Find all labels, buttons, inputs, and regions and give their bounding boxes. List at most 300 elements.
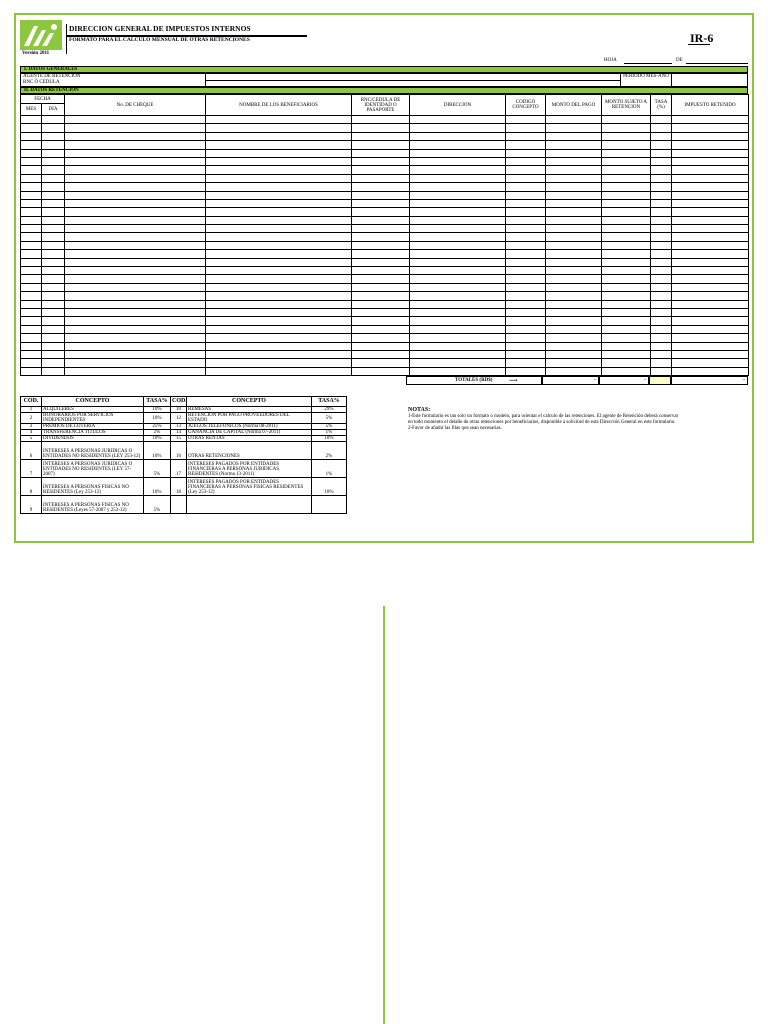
table-cell[interactable] [506,124,546,132]
table-cell[interactable] [672,267,749,275]
table-cell[interactable] [206,116,352,124]
table-cell[interactable] [602,367,651,375]
table-cell[interactable] [65,208,206,216]
table-cell[interactable] [672,149,749,157]
table-cell[interactable] [352,325,410,333]
table-cell[interactable] [602,308,651,316]
table-cell[interactable] [21,216,42,224]
table-cell[interactable] [206,124,352,132]
table-cell[interactable] [506,367,546,375]
table-cell[interactable] [42,149,65,157]
table-cell[interactable] [42,216,65,224]
table-cell[interactable] [42,132,65,140]
table-cell[interactable] [352,359,410,367]
table-cell[interactable] [651,359,672,367]
table-cell[interactable] [410,258,506,266]
table-cell[interactable] [42,258,65,266]
table-cell[interactable] [65,132,206,140]
table-cell[interactable] [206,292,352,300]
table-cell[interactable] [42,300,65,308]
table-cell[interactable] [65,275,206,283]
table-cell[interactable] [672,359,749,367]
table-cell[interactable] [546,208,602,216]
table-cell[interactable] [42,267,65,275]
table-cell[interactable] [651,250,672,258]
table-cell[interactable] [65,149,206,157]
de-input[interactable] [686,63,748,64]
table-cell[interactable] [410,359,506,367]
table-cell[interactable] [206,367,352,375]
table-cell[interactable] [651,367,672,375]
table-cell[interactable] [672,116,749,124]
table-cell[interactable] [506,141,546,149]
table-cell[interactable] [672,216,749,224]
table-cell[interactable] [546,174,602,182]
table-cell[interactable] [42,183,65,191]
table-cell[interactable] [65,334,206,342]
table-cell[interactable] [65,267,206,275]
table-cell[interactable] [651,174,672,182]
table-cell[interactable] [352,157,410,165]
table-cell[interactable] [206,317,352,325]
table-cell[interactable] [410,250,506,258]
table-cell[interactable] [651,241,672,249]
table-cell[interactable] [651,141,672,149]
table-cell[interactable] [21,275,42,283]
table-cell[interactable] [21,225,42,233]
table-cell[interactable] [42,308,65,316]
table-cell[interactable] [602,166,651,174]
table-cell[interactable] [410,300,506,308]
table-cell[interactable] [206,342,352,350]
table-cell[interactable] [352,233,410,241]
table-cell[interactable] [21,166,42,174]
table-cell[interactable] [651,208,672,216]
table-cell[interactable] [506,275,546,283]
table-cell[interactable] [506,283,546,291]
table-cell[interactable] [651,308,672,316]
table-cell[interactable] [672,225,749,233]
table-cell[interactable] [410,325,506,333]
table-cell[interactable] [65,359,206,367]
table-cell[interactable] [65,325,206,333]
table-cell[interactable] [651,317,672,325]
table-cell[interactable] [506,166,546,174]
table-cell[interactable] [506,233,546,241]
table-cell[interactable] [506,174,546,182]
table-cell[interactable] [672,300,749,308]
table-cell[interactable] [546,275,602,283]
table-cell[interactable] [42,317,65,325]
table-cell[interactable] [546,225,602,233]
table-cell[interactable] [602,250,651,258]
table-cell[interactable] [21,141,42,149]
table-cell[interactable] [42,208,65,216]
table-cell[interactable] [410,267,506,275]
table-cell[interactable] [506,300,546,308]
table-cell[interactable] [410,317,506,325]
table-cell[interactable] [546,132,602,140]
table-cell[interactable] [352,308,410,316]
table-cell[interactable] [352,342,410,350]
table-cell[interactable] [206,267,352,275]
table-cell[interactable] [352,292,410,300]
table-cell[interactable] [546,191,602,199]
table-cell[interactable] [21,342,42,350]
table-cell[interactable] [602,275,651,283]
table-cell[interactable] [546,250,602,258]
table-cell[interactable] [672,233,749,241]
table-cell[interactable] [546,241,602,249]
table-cell[interactable] [602,157,651,165]
table-cell[interactable] [602,191,651,199]
table-cell[interactable] [42,116,65,124]
table-cell[interactable] [65,124,206,132]
table-cell[interactable] [206,166,352,174]
table-cell[interactable] [602,149,651,157]
table-cell[interactable] [651,283,672,291]
table-cell[interactable] [42,199,65,207]
table-cell[interactable] [21,149,42,157]
table-cell[interactable] [42,166,65,174]
table-cell[interactable] [42,334,65,342]
table-cell[interactable] [602,342,651,350]
table-cell[interactable] [546,216,602,224]
table-cell[interactable] [21,116,42,124]
table-cell[interactable] [672,367,749,375]
table-cell[interactable] [672,334,749,342]
table-cell[interactable] [546,350,602,358]
table-cell[interactable] [546,149,602,157]
table-cell[interactable] [352,250,410,258]
table-cell[interactable] [65,174,206,182]
table-cell[interactable] [352,183,410,191]
table-cell[interactable] [21,157,42,165]
table-cell[interactable] [65,283,206,291]
table-cell[interactable] [21,334,42,342]
table-cell[interactable] [352,267,410,275]
table-cell[interactable] [651,325,672,333]
table-cell[interactable] [602,300,651,308]
table-cell[interactable] [65,116,206,124]
table-cell[interactable] [546,300,602,308]
table-cell[interactable] [672,191,749,199]
table-cell[interactable] [352,116,410,124]
table-cell[interactable] [506,308,546,316]
table-cell[interactable] [672,183,749,191]
table-cell[interactable] [21,183,42,191]
table-cell[interactable] [206,258,352,266]
table-cell[interactable] [602,183,651,191]
table-cell[interactable] [602,283,651,291]
table-cell[interactable] [206,216,352,224]
table-cell[interactable] [206,359,352,367]
table-cell[interactable] [506,342,546,350]
table-cell[interactable] [352,141,410,149]
table-cell[interactable] [65,292,206,300]
table-cell[interactable] [42,174,65,182]
table-cell[interactable] [206,208,352,216]
table-cell[interactable] [65,166,206,174]
table-cell[interactable] [352,317,410,325]
table-cell[interactable] [42,233,65,241]
table-cell[interactable] [602,174,651,182]
table-cell[interactable] [42,157,65,165]
table-cell[interactable] [21,174,42,182]
table-cell[interactable] [651,183,672,191]
table-cell[interactable] [506,359,546,367]
table-cell[interactable] [65,317,206,325]
table-cell[interactable] [651,191,672,199]
table-cell[interactable] [410,183,506,191]
table-cell[interactable] [651,334,672,342]
table-cell[interactable] [546,183,602,191]
table-cell[interactable] [65,367,206,375]
table-cell[interactable] [206,183,352,191]
table-cell[interactable] [506,208,546,216]
table-cell[interactable] [410,124,506,132]
table-cell[interactable] [672,317,749,325]
table-cell[interactable] [602,225,651,233]
table-cell[interactable] [672,132,749,140]
table-cell[interactable] [546,325,602,333]
table-cell[interactable] [352,199,410,207]
table-cell[interactable] [21,191,42,199]
periodo-input[interactable] [671,74,748,86]
table-cell[interactable] [506,325,546,333]
table-cell[interactable] [206,141,352,149]
table-cell[interactable] [65,199,206,207]
table-cell[interactable] [65,216,206,224]
table-cell[interactable] [206,174,352,182]
table-cell[interactable] [672,292,749,300]
table-cell[interactable] [506,225,546,233]
table-cell[interactable] [410,241,506,249]
table-cell[interactable] [21,350,42,358]
table-cell[interactable] [65,191,206,199]
table-cell[interactable] [506,241,546,249]
table-cell[interactable] [546,233,602,241]
table-cell[interactable] [602,359,651,367]
table-cell[interactable] [410,334,506,342]
table-cell[interactable] [651,166,672,174]
table-cell[interactable] [206,157,352,165]
table-cell[interactable] [21,367,42,375]
table-cell[interactable] [410,216,506,224]
table-cell[interactable] [651,116,672,124]
table-cell[interactable] [506,149,546,157]
table-cell[interactable] [206,308,352,316]
table-cell[interactable] [546,141,602,149]
table-cell[interactable] [672,124,749,132]
table-cell[interactable] [65,241,206,249]
table-cell[interactable] [65,157,206,165]
table-cell[interactable] [506,157,546,165]
table-cell[interactable] [206,191,352,199]
table-cell[interactable] [410,191,506,199]
table-cell[interactable] [352,174,410,182]
table-cell[interactable] [21,308,42,316]
table-cell[interactable] [352,132,410,140]
table-cell[interactable] [546,157,602,165]
table-cell[interactable] [602,233,651,241]
table-cell[interactable] [42,191,65,199]
table-cell[interactable] [410,166,506,174]
table-cell[interactable] [672,350,749,358]
table-cell[interactable] [672,250,749,258]
table-cell[interactable] [602,241,651,249]
table-cell[interactable] [21,233,42,241]
table-cell[interactable] [206,334,352,342]
table-cell[interactable] [352,166,410,174]
table-cell[interactable] [672,157,749,165]
table-cell[interactable] [672,166,749,174]
table-cell[interactable] [352,208,410,216]
table-cell[interactable] [651,292,672,300]
table-cell[interactable] [672,283,749,291]
table-cell[interactable] [672,308,749,316]
table-cell[interactable] [352,300,410,308]
table-cell[interactable] [506,334,546,342]
table-cell[interactable] [42,367,65,375]
table-cell[interactable] [651,124,672,132]
table-cell[interactable] [506,267,546,275]
table-cell[interactable] [42,225,65,233]
table-cell[interactable] [602,141,651,149]
table-cell[interactable] [651,216,672,224]
table-cell[interactable] [602,267,651,275]
table-cell[interactable] [672,342,749,350]
table-cell[interactable] [206,283,352,291]
table-cell[interactable] [42,250,65,258]
table-cell[interactable] [65,342,206,350]
table-cell[interactable] [672,208,749,216]
table-cell[interactable] [651,157,672,165]
table-cell[interactable] [21,132,42,140]
table-cell[interactable] [651,233,672,241]
table-cell[interactable] [602,258,651,266]
table-cell[interactable] [352,334,410,342]
table-cell[interactable] [546,267,602,275]
table-cell[interactable] [206,199,352,207]
table-cell[interactable] [546,317,602,325]
table-cell[interactable] [410,199,506,207]
table-cell[interactable] [65,300,206,308]
table-cell[interactable] [206,241,352,249]
table-cell[interactable] [506,350,546,358]
table-cell[interactable] [672,174,749,182]
table-cell[interactable] [352,124,410,132]
table-cell[interactable] [21,283,42,291]
table-cell[interactable] [672,258,749,266]
table-cell[interactable] [352,275,410,283]
table-cell[interactable] [546,292,602,300]
table-cell[interactable] [21,325,42,333]
table-cell[interactable] [352,225,410,233]
table-cell[interactable] [546,116,602,124]
table-cell[interactable] [42,359,65,367]
table-cell[interactable] [65,233,206,241]
table-cell[interactable] [65,183,206,191]
table-cell[interactable] [602,317,651,325]
table-cell[interactable] [42,342,65,350]
table-cell[interactable] [21,241,42,249]
table-cell[interactable] [206,225,352,233]
table-cell[interactable] [206,149,352,157]
table-cell[interactable] [410,292,506,300]
table-cell[interactable] [410,225,506,233]
table-cell[interactable] [65,225,206,233]
table-cell[interactable] [602,334,651,342]
table-cell[interactable] [506,317,546,325]
table-cell[interactable] [21,267,42,275]
table-cell[interactable] [651,225,672,233]
table-cell[interactable] [206,132,352,140]
table-cell[interactable] [410,149,506,157]
table-cell[interactable] [410,308,506,316]
table-cell[interactable] [352,283,410,291]
table-cell[interactable] [602,199,651,207]
table-cell[interactable] [651,132,672,140]
table-cell[interactable] [410,141,506,149]
table-cell[interactable] [672,325,749,333]
table-cell[interactable] [206,300,352,308]
table-cell[interactable] [352,216,410,224]
table-cell[interactable] [546,359,602,367]
table-cell[interactable] [602,132,651,140]
table-cell[interactable] [65,350,206,358]
table-cell[interactable] [506,216,546,224]
table-cell[interactable] [602,292,651,300]
table-cell[interactable] [602,350,651,358]
table-cell[interactable] [410,116,506,124]
table-cell[interactable] [42,292,65,300]
table-cell[interactable] [546,342,602,350]
table-cell[interactable] [546,367,602,375]
table-cell[interactable] [506,116,546,124]
table-cell[interactable] [352,241,410,249]
table-cell[interactable] [651,267,672,275]
table-cell[interactable] [410,233,506,241]
table-cell[interactable] [672,241,749,249]
table-cell[interactable] [651,350,672,358]
table-cell[interactable] [65,308,206,316]
table-cell[interactable] [546,124,602,132]
table-cell[interactable] [21,258,42,266]
table-cell[interactable] [42,124,65,132]
table-cell[interactable] [410,174,506,182]
table-cell[interactable] [602,216,651,224]
table-cell[interactable] [506,258,546,266]
table-cell[interactable] [206,275,352,283]
table-cell[interactable] [206,350,352,358]
table-cell[interactable] [506,199,546,207]
table-cell[interactable] [21,199,42,207]
rnc-input[interactable] [205,80,621,86]
table-cell[interactable] [65,141,206,149]
table-cell[interactable] [42,275,65,283]
table-cell[interactable] [42,241,65,249]
table-cell[interactable] [506,292,546,300]
table-cell[interactable] [21,300,42,308]
table-cell[interactable] [602,325,651,333]
table-cell[interactable] [206,250,352,258]
table-cell[interactable] [602,124,651,132]
table-cell[interactable] [352,149,410,157]
table-cell[interactable] [410,350,506,358]
table-cell[interactable] [352,350,410,358]
table-cell[interactable] [651,149,672,157]
